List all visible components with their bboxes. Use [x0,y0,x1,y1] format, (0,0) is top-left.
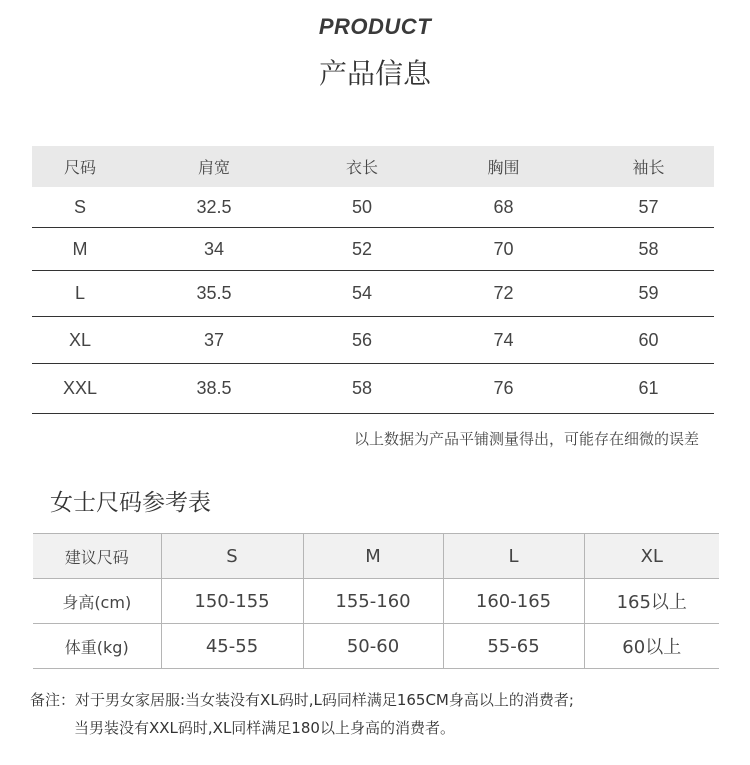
table-row [32,317,714,364]
cell: 57 [583,187,714,228]
cell: 54 [300,271,424,317]
cell: 160-165 [443,579,584,624]
title-chinese: 产品信息 [318,57,431,90]
cell: 150-155 [161,579,303,624]
header-sleeve: 袖长 [583,146,714,187]
cell: XL [32,317,128,364]
cell: XXL [32,364,128,414]
header-chest: 胸围 [424,146,583,187]
table-row [33,579,719,624]
cell: 55-65 [443,624,584,669]
cell: 38.5 [128,364,300,414]
size-measurement-table [32,146,714,414]
table-row [32,364,714,414]
cell: 45-55 [161,624,303,669]
table-header-row [33,534,719,579]
header-s: S [161,534,303,579]
header-m: M [303,534,443,579]
cell: 58 [300,364,424,414]
cell: 50 [300,187,424,228]
cell: 68 [424,187,583,228]
cell: 70 [424,228,583,271]
row-label-height: 身高(cm) [33,579,161,624]
cell: 72 [424,271,583,317]
cell: 60 [583,317,714,364]
row-label-weight: 体重(kg) [33,624,161,669]
cell: 50-60 [303,624,443,669]
cell: 56 [300,317,424,364]
women-size-table [33,533,719,669]
cell: 59 [583,271,714,317]
table-row [33,624,719,669]
cell: 74 [424,317,583,364]
header-shoulder: 肩宽 [128,146,300,187]
cell: 35.5 [128,271,300,317]
cell: 76 [424,364,583,414]
footnote-line-2: 当男装没有XXL码时,XL同样满足180以上身高的消费者。 [74,719,455,737]
women-size-title: 女士尺码参考表 [50,490,211,516]
cell: 34 [128,228,300,271]
cell: 165以上 [584,579,719,624]
measurement-note: 以上数据为产品平铺测量得出，可能存在细微的误差 [353,430,699,448]
header-suggested-size: 建议尺码 [33,534,161,579]
cell: 32.5 [128,187,300,228]
header-size: 尺码 [32,146,128,187]
table-row [32,187,714,228]
header-l: L [443,534,584,579]
cell: 155-160 [303,579,443,624]
cell: 60以上 [584,624,719,669]
cell: 58 [583,228,714,271]
footnote-line-1: 备注：对于男女家居服:当女装没有XL码时,L码同样满足165CM身高以上的消费者; [30,691,574,709]
header-length: 衣长 [300,146,424,187]
cell: 52 [300,228,424,271]
cell: S [32,187,128,228]
cell: L [32,271,128,317]
cell: 37 [128,317,300,364]
table-row [32,228,714,271]
cell: 61 [583,364,714,414]
title-english: PRODUCT [318,14,432,39]
table-header-row [32,146,714,187]
cell: M [32,228,128,271]
footnote [30,686,574,742]
table-row [32,271,714,317]
header-xl: XL [584,534,719,579]
